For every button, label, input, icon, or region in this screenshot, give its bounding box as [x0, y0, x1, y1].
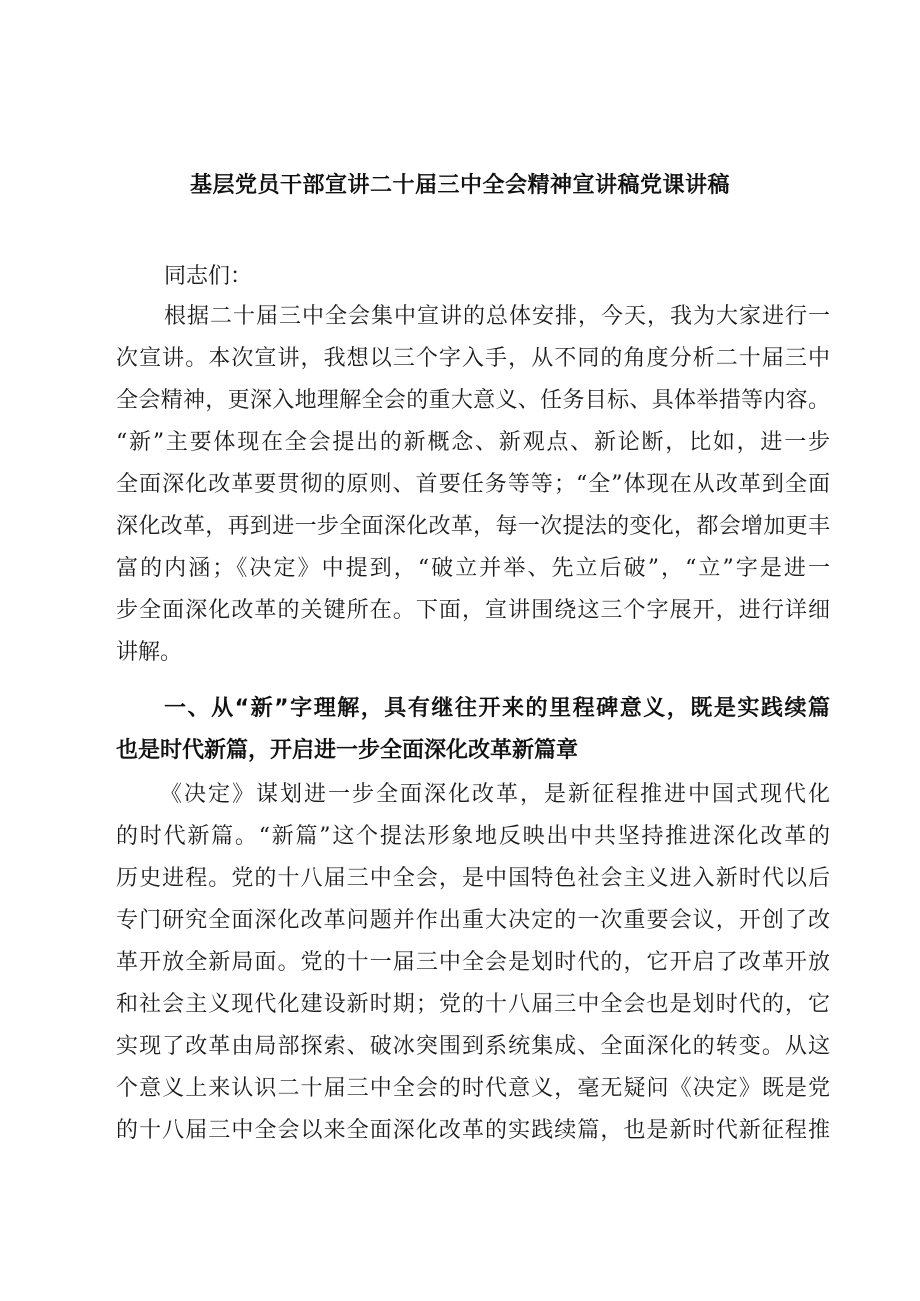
paragraph-line: 全面深化改革要贯彻的原则、首要任务等等；“全”体现在从改革到全面: [116, 472, 830, 497]
paragraph-line: 全会精神，更深入地理解全会的重大意义、任务目标、具体举措等内容。: [116, 388, 830, 413]
section-heading-line: 也是时代新篇，开启进一步全面深化改革新篇章: [116, 738, 579, 763]
paragraph-line: 深化改革，再到进一步全面深化改革，每一次提法的变化，都会增加更丰: [116, 514, 830, 539]
paragraph-line: 富的内涵；《决定》中提到，“破立并举、先立后破”，“立”字是进一: [116, 556, 830, 581]
paragraph-line: 革开放全新局面。党的十一届三中全会是划时代的，它开启了改革开放: [116, 950, 830, 975]
paragraph-line: 专门研究全面深化改革问题并作出重大决定的一次重要会议，开创了改: [116, 908, 830, 933]
paragraph-line: 讲解。: [116, 640, 183, 665]
salutation: 同志们：: [164, 264, 253, 289]
paragraph-line: 《决定》谋划进一步全面深化改革，是新征程推进中国式现代化: [160, 782, 830, 807]
paragraph-line: 历史进程。党的十八届三中全会，是中国特色社会主义进入新时代以后: [116, 866, 830, 891]
paragraph-line: 的时代新篇。“新篇”这个提法形象地反映出中共坚持推进深化改革的: [116, 824, 830, 849]
paragraph-line: 个意义上来认识二十届三中全会的时代意义，毫无疑问《决定》既是党: [116, 1076, 830, 1101]
paragraph-line: 步全面深化改革的关键所在。下面，宣讲围绕这三个字展开，进行详细: [116, 598, 830, 623]
section-heading-line: 一、从“新”字理解，具有继往开来的里程碑意义，既是实践续篇: [164, 696, 830, 721]
paragraph-line: 次宣讲。本次宣讲，我想以三个字入手，从不同的角度分析二十届三中: [116, 346, 830, 371]
paragraph-line: 实现了改革由局部探索、破冰突围到系统集成、全面深化的转变。从这: [116, 1034, 830, 1059]
paragraph-line: 的十八届三中全会以来全面深化改革的实践续篇，也是新时代新征程推: [116, 1118, 830, 1143]
paragraph-line: 和社会主义现代化建设新时期；党的十八届三中全会也是划时代的，它: [116, 992, 830, 1017]
paragraph-line: 根据二十届三中全会集中宣讲的总体安排，今天，我为大家进行一: [164, 304, 830, 329]
document-title: 基层党员干部宣讲二十届三中全会精神宣讲稿党课讲稿: [189, 173, 730, 198]
paragraph-line: “新”主要体现在全会提出的新概念、新观点、新论断，比如，进一步: [116, 430, 830, 455]
